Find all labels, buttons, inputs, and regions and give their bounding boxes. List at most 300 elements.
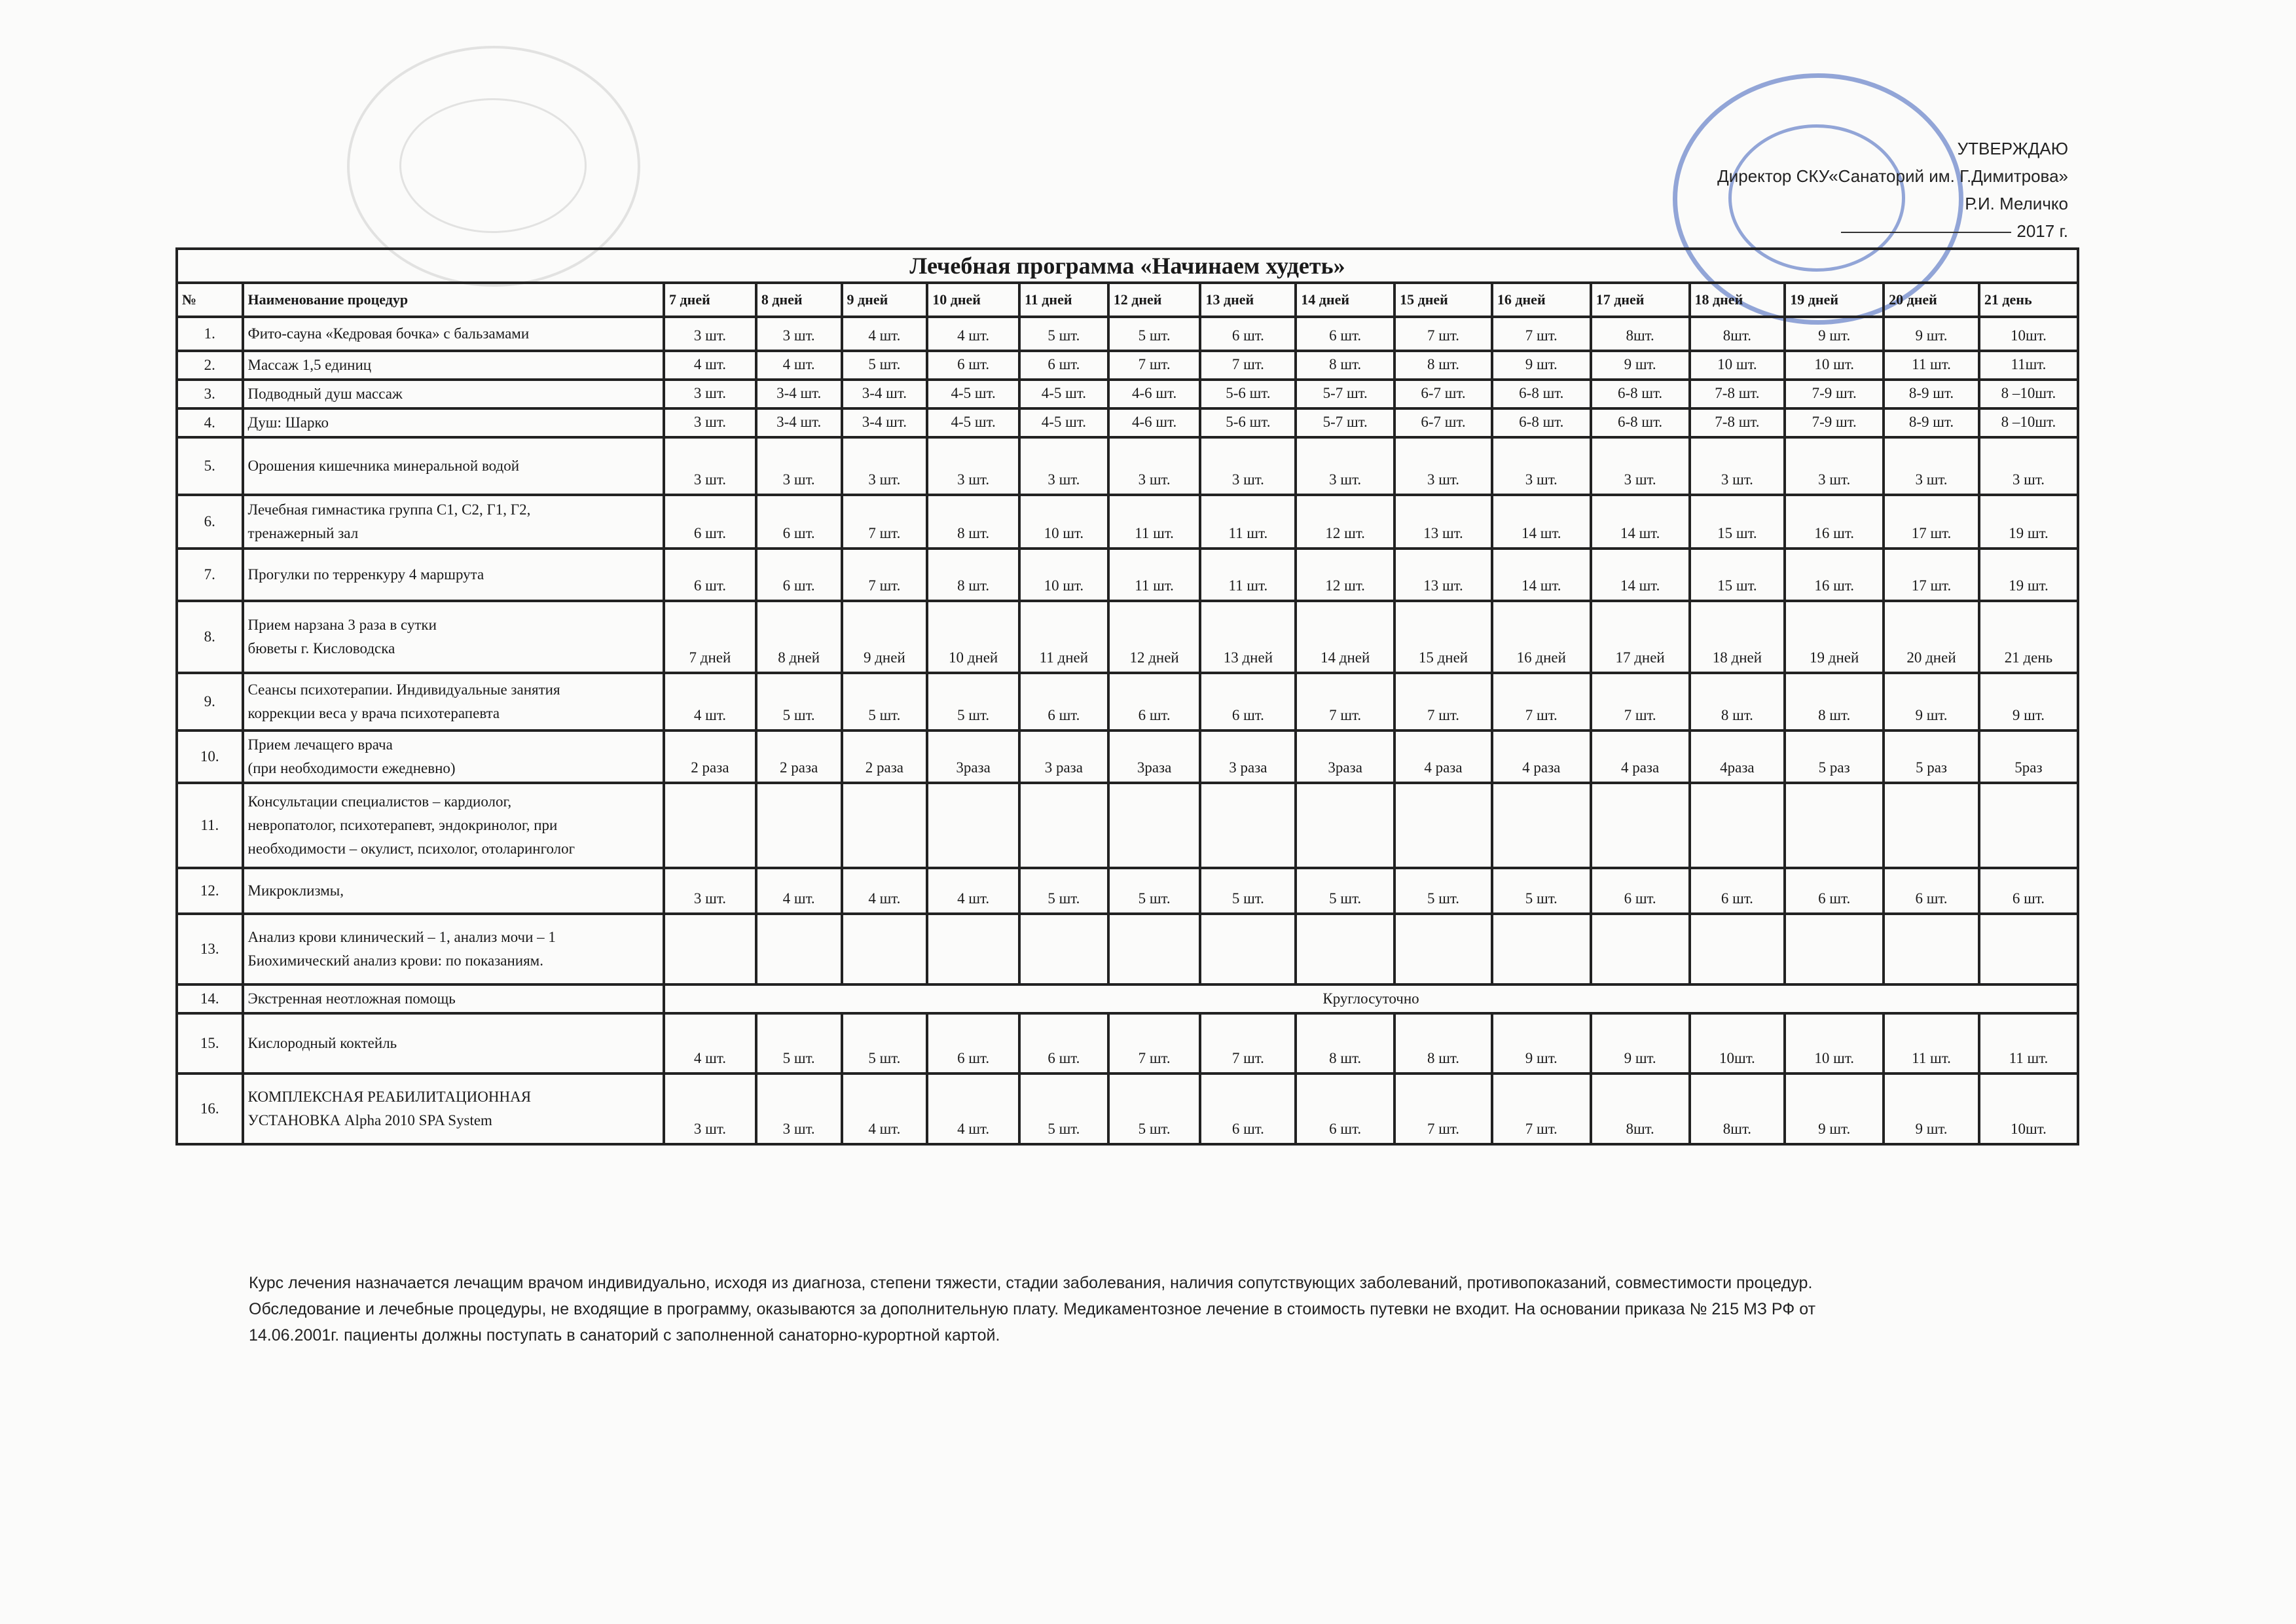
- procedure-name: [243, 549, 665, 601]
- quantity-cell: 8 шт.: [927, 495, 1019, 549]
- quantity-cell: [927, 914, 1019, 984]
- table-row: [177, 495, 2078, 549]
- quantity-cell: [756, 783, 842, 868]
- quantity-cell: 3-4 шт.: [756, 380, 842, 408]
- quantity-cell: [1979, 914, 2078, 984]
- quantity-cell: [1019, 783, 1108, 868]
- footnote-line: 14.06.2001г. пациенты должны поступать в санаторий с заполненной санаторно-курортной картой.: [249, 1326, 1000, 1344]
- header-name: Наименование процедур: [243, 283, 665, 317]
- quantity-cell: 3 шт.: [756, 1074, 842, 1144]
- procedure-name-line: Анализ крови клинический – 1, анализ мочи – 1: [247, 929, 556, 945]
- procedure-name-line: Подводный душ массаж: [247, 386, 403, 402]
- procedure-name-line: необходимости – окулист, психолог, отоларинголог: [247, 840, 575, 857]
- procedure-name: [243, 408, 665, 437]
- quantity-cell: 6 шт.: [1785, 868, 1884, 914]
- quantity-cell: 6 шт.: [1108, 673, 1201, 731]
- table-row: [177, 1074, 2078, 1144]
- procedure-name-line: Фито-сауна «Кедровая бочка» с бальзамами: [247, 325, 530, 342]
- quantity-cell: 7 шт.: [842, 495, 928, 549]
- row-number: 1.: [177, 317, 243, 351]
- quantity-cell: 12 дней: [1108, 601, 1201, 673]
- quantity-cell: 11 шт.: [1108, 549, 1201, 601]
- quantity-cell: 5 раз: [1884, 731, 1979, 783]
- quantity-cell: 8 –10шт.: [1979, 408, 2078, 437]
- row-number: 3.: [177, 380, 243, 408]
- procedure-name-line: УСТАНОВКА Alpha 2010 SPA System: [247, 1112, 492, 1128]
- quantity-cell: 3 шт.: [1019, 437, 1108, 495]
- header-day: 12 дней: [1108, 283, 1201, 317]
- quantity-cell: 8 шт.: [1785, 673, 1884, 731]
- table-row: [177, 984, 2078, 1013]
- row-number: 5.: [177, 437, 243, 495]
- table-row: [177, 380, 2078, 408]
- quantity-cell: 3 раза: [1019, 731, 1108, 783]
- quantity-cell: 4 раза: [1492, 731, 1591, 783]
- quantity-cell: 5-6 шт.: [1200, 380, 1296, 408]
- quantity-cell: 14 шт.: [1591, 549, 1690, 601]
- quantity-cell: [1884, 914, 1979, 984]
- approval-block: [1610, 135, 2068, 245]
- quantity-cell: 11 шт.: [1884, 1013, 1979, 1074]
- quantity-cell: 16 шт.: [1785, 549, 1884, 601]
- quantity-cell: 8-9 шт.: [1884, 380, 1979, 408]
- quantity-cell: 10шт.: [1690, 1013, 1785, 1074]
- procedure-name: [243, 984, 665, 1013]
- quantity-cell: 6 шт.: [1200, 1074, 1296, 1144]
- quantity-cell: 3 шт.: [664, 317, 756, 351]
- quantity-cell: 3 шт.: [1108, 437, 1201, 495]
- quantity-cell: 2 раза: [756, 731, 842, 783]
- quantity-cell: 6 шт.: [1884, 868, 1979, 914]
- quantity-cell: 16 дней: [1492, 601, 1591, 673]
- header-day: 17 дней: [1591, 283, 1690, 317]
- quantity-cell: 19 шт.: [1979, 549, 2078, 601]
- procedure-name: [243, 317, 665, 351]
- quantity-cell: 5 шт.: [1019, 868, 1108, 914]
- quantity-cell: 4 шт.: [842, 868, 928, 914]
- header-day: 10 дней: [927, 283, 1019, 317]
- quantity-cell: 9 дней: [842, 601, 928, 673]
- procedure-name-line: Биохимический анализ крови: по показаниям.: [247, 952, 543, 969]
- quantity-cell: 13 дней: [1200, 601, 1296, 673]
- quantity-cell: 4 шт.: [756, 868, 842, 914]
- quantity-cell: [842, 783, 928, 868]
- quantity-cell: [1296, 783, 1394, 868]
- quantity-cell: 4 шт.: [756, 351, 842, 380]
- quantity-cell: 5 шт.: [842, 351, 928, 380]
- quantity-cell: 3 шт.: [1591, 437, 1690, 495]
- quantity-cell: 7 шт.: [1492, 673, 1591, 731]
- quantity-cell: 3 раза: [1200, 731, 1296, 783]
- merged-value: Круглосуточно: [664, 984, 2078, 1013]
- row-number: 2.: [177, 351, 243, 380]
- quantity-cell: 14 шт.: [1492, 495, 1591, 549]
- quantity-cell: 2 раза: [842, 731, 928, 783]
- quantity-cell: 9 шт.: [1591, 351, 1690, 380]
- quantity-cell: 10 шт.: [1690, 351, 1785, 380]
- procedure-name-line: Орошения кишечника минеральной водой: [247, 458, 519, 474]
- procedure-name-line: Лечебная гимнастика группа С1, С2, Г1, Г2,: [247, 501, 531, 518]
- quantity-cell: 5 шт.: [1200, 868, 1296, 914]
- quantity-cell: [1785, 783, 1884, 868]
- quantity-cell: 3 шт.: [1492, 437, 1591, 495]
- quantity-cell: 4раза: [1690, 731, 1785, 783]
- quantity-cell: 7 шт.: [1492, 1074, 1591, 1144]
- quantity-cell: 5 шт.: [842, 1013, 928, 1074]
- quantity-cell: 8шт.: [1591, 317, 1690, 351]
- quantity-cell: 3 шт.: [664, 868, 756, 914]
- procedure-name: [243, 437, 665, 495]
- quantity-cell: 4 шт.: [927, 1074, 1019, 1144]
- quantity-cell: 3 шт.: [1394, 437, 1492, 495]
- header-day: 16 дней: [1492, 283, 1591, 317]
- procedure-name-line: бюветы г. Кисловодска: [247, 640, 395, 657]
- quantity-cell: 3 шт.: [842, 437, 928, 495]
- quantity-cell: 5 шт.: [1108, 317, 1201, 351]
- procedure-name-line: тренажерный зал: [247, 525, 359, 541]
- quantity-cell: 3раза: [1296, 731, 1394, 783]
- procedure-name-line: Экстренная неотложная помощь: [247, 990, 456, 1007]
- procedure-name-line: Прогулки по терренкуру 4 маршрута: [247, 566, 484, 583]
- row-number: 15.: [177, 1013, 243, 1074]
- quantity-cell: 4 шт.: [842, 1074, 928, 1144]
- quantity-cell: 11 шт.: [1884, 351, 1979, 380]
- quantity-cell: 10 шт.: [1785, 1013, 1884, 1074]
- table-body: [177, 317, 2078, 1144]
- procedure-name-line: Прием лечащего врача: [247, 736, 393, 753]
- procedure-name-line: Консультации специалистов – кардиолог,: [247, 793, 512, 810]
- quantity-cell: 8-9 шт.: [1884, 408, 1979, 437]
- quantity-cell: 9 шт.: [1884, 317, 1979, 351]
- quantity-cell: [1394, 783, 1492, 868]
- quantity-cell: 9 шт.: [1979, 673, 2078, 731]
- quantity-cell: [842, 914, 928, 984]
- quantity-cell: 5 шт.: [1108, 868, 1201, 914]
- quantity-cell: 12 шт.: [1296, 495, 1394, 549]
- header-num: №: [177, 283, 243, 317]
- quantity-cell: 7 шт.: [1296, 673, 1394, 731]
- header-day: 13 дней: [1200, 283, 1296, 317]
- procedure-name-line: Душ: Шарко: [247, 414, 329, 431]
- quantity-cell: 3 шт.: [756, 437, 842, 495]
- quantity-cell: 4 шт.: [927, 868, 1019, 914]
- quantity-cell: [927, 783, 1019, 868]
- quantity-cell: 3-4 шт.: [756, 408, 842, 437]
- procedure-name-line: Сеансы психотерапии. Индивидуальные занятия: [247, 681, 560, 698]
- quantity-cell: 7-9 шт.: [1785, 380, 1884, 408]
- quantity-cell: 7 шт.: [1394, 1074, 1492, 1144]
- quantity-cell: 4-5 шт.: [1019, 408, 1108, 437]
- header-day: 7 дней: [664, 283, 756, 317]
- quantity-cell: 11 шт.: [1200, 549, 1296, 601]
- quantity-cell: 7 шт.: [1200, 351, 1296, 380]
- procedure-name-line: Прием нарзана 3 раза в сутки: [247, 617, 437, 633]
- quantity-cell: 5-7 шт.: [1296, 380, 1394, 408]
- quantity-cell: 8 шт.: [1394, 351, 1492, 380]
- header-row: [177, 283, 2078, 317]
- header-day: 9 дней: [842, 283, 928, 317]
- quantity-cell: 6 шт.: [1019, 1013, 1108, 1074]
- quantity-cell: 4 шт.: [664, 673, 756, 731]
- faded-stamp-inner: [399, 98, 587, 233]
- quantity-cell: 11 шт.: [1108, 495, 1201, 549]
- quantity-cell: 5 шт.: [1108, 1074, 1201, 1144]
- quantity-cell: 8 шт.: [1690, 673, 1785, 731]
- quantity-cell: 8 шт.: [1296, 1013, 1394, 1074]
- quantity-cell: 4 раза: [1591, 731, 1690, 783]
- header-day: 20 дней: [1884, 283, 1979, 317]
- quantity-cell: 8 шт.: [1296, 351, 1394, 380]
- quantity-cell: 6 шт.: [1019, 673, 1108, 731]
- quantity-cell: [1884, 783, 1979, 868]
- row-number: 9.: [177, 673, 243, 731]
- quantity-cell: 6 шт.: [756, 495, 842, 549]
- quantity-cell: 7 шт.: [1200, 1013, 1296, 1074]
- quantity-cell: 9 шт.: [1884, 1074, 1979, 1144]
- procedure-name: [243, 868, 665, 914]
- approval-signature: Р.И. Меличко: [1965, 194, 2068, 213]
- procedure-name-line: коррекции веса у врача психотерапевта: [247, 705, 500, 721]
- quantity-cell: 3 шт.: [664, 408, 756, 437]
- quantity-cell: 6 шт.: [1200, 673, 1296, 731]
- quantity-cell: 11 шт.: [1200, 495, 1296, 549]
- quantity-cell: [1785, 914, 1884, 984]
- procedure-name-line: невропатолог, психотерапевт, эндокринолог, при: [247, 817, 558, 833]
- header-day: 14 дней: [1296, 283, 1394, 317]
- procedure-name: [243, 601, 665, 673]
- table-row: [177, 437, 2078, 495]
- quantity-cell: 3 шт.: [756, 317, 842, 351]
- quantity-cell: 13 шт.: [1394, 495, 1492, 549]
- quantity-cell: 14 дней: [1296, 601, 1394, 673]
- quantity-cell: [1690, 914, 1785, 984]
- quantity-cell: 5 шт.: [1019, 1074, 1108, 1144]
- quantity-cell: [1492, 914, 1591, 984]
- quantity-cell: 7 шт.: [1492, 317, 1591, 351]
- table-row: [177, 731, 2078, 783]
- table-row: [177, 868, 2078, 914]
- quantity-cell: 6-8 шт.: [1591, 408, 1690, 437]
- quantity-cell: 3 шт.: [1785, 437, 1884, 495]
- quantity-cell: 8 шт.: [1394, 1013, 1492, 1074]
- quantity-cell: 16 шт.: [1785, 495, 1884, 549]
- quantity-cell: 8 дней: [756, 601, 842, 673]
- table-row: [177, 408, 2078, 437]
- quantity-cell: 5 раз: [1785, 731, 1884, 783]
- quantity-cell: 5 шт.: [842, 673, 928, 731]
- table-row: [177, 783, 2078, 868]
- quantity-cell: [1200, 914, 1296, 984]
- quantity-cell: [1108, 783, 1201, 868]
- procedure-name: [243, 351, 665, 380]
- procedure-name: [243, 1074, 665, 1144]
- approval-year: 2017 г.: [2016, 221, 2068, 241]
- row-number: 10.: [177, 731, 243, 783]
- quantity-cell: 19 дней: [1785, 601, 1884, 673]
- quantity-cell: 3раза: [927, 731, 1019, 783]
- quantity-cell: 6 шт.: [1200, 317, 1296, 351]
- quantity-cell: 6-7 шт.: [1394, 380, 1492, 408]
- procedure-name: [243, 380, 665, 408]
- quantity-cell: [1394, 914, 1492, 984]
- quantity-cell: 11 шт.: [1979, 1013, 2078, 1074]
- quantity-cell: 17 шт.: [1884, 549, 1979, 601]
- quantity-cell: 5раз: [1979, 731, 2078, 783]
- quantity-cell: 3 шт.: [927, 437, 1019, 495]
- header-day: 21 день: [1979, 283, 2078, 317]
- quantity-cell: 8 шт.: [927, 549, 1019, 601]
- signature-line: [1841, 232, 2011, 233]
- procedure-name-line: (при необходимости ежедневно): [247, 760, 456, 776]
- procedure-name: [243, 673, 665, 731]
- quantity-cell: 8шт.: [1690, 1074, 1785, 1144]
- quantity-cell: 7 шт.: [1394, 317, 1492, 351]
- quantity-cell: 6 шт.: [927, 351, 1019, 380]
- quantity-cell: 6-8 шт.: [1492, 408, 1591, 437]
- quantity-cell: 5 шт.: [756, 673, 842, 731]
- quantity-cell: 9 шт.: [1591, 1013, 1690, 1074]
- quantity-cell: 7 шт.: [1394, 673, 1492, 731]
- quantity-cell: 10шт.: [1979, 1074, 2078, 1144]
- quantity-cell: 15 шт.: [1690, 549, 1785, 601]
- quantity-cell: 5-6 шт.: [1200, 408, 1296, 437]
- quantity-cell: 6 шт.: [664, 549, 756, 601]
- quantity-cell: 4 шт.: [664, 1013, 756, 1074]
- row-number: 11.: [177, 783, 243, 868]
- quantity-cell: 5 шт.: [1492, 868, 1591, 914]
- table-row: [177, 351, 2078, 380]
- quantity-cell: 3 шт.: [664, 437, 756, 495]
- quantity-cell: [1296, 914, 1394, 984]
- approval-heading: УТВЕРЖДАЮ: [1957, 139, 2068, 158]
- quantity-cell: 17 шт.: [1884, 495, 1979, 549]
- table-row: [177, 317, 2078, 351]
- quantity-cell: 5 шт.: [756, 1013, 842, 1074]
- row-number: 4.: [177, 408, 243, 437]
- quantity-cell: 3 шт.: [1200, 437, 1296, 495]
- footnote-line: Курс лечения назначается лечащим врачом индивидуально, исходя из диагноза, степени тяжести, стадии заболевания, наличия сопутствующих заболеваний, противопоказаний, совместимости процедур.: [249, 1274, 1813, 1292]
- quantity-cell: 6 шт.: [664, 495, 756, 549]
- footnote-line: Обследование и лечебные процедуры, не входящие в программу, оказываются за дополнительную плату. Медикаментозное лечение в стоимость путевки не входит. На основании приказа № 215 МЗ РФ от: [249, 1300, 1816, 1318]
- quantity-cell: 7-8 шт.: [1690, 408, 1785, 437]
- quantity-cell: [1108, 914, 1201, 984]
- procedure-name: [243, 914, 665, 984]
- quantity-cell: 6 шт.: [1591, 868, 1690, 914]
- quantity-cell: 11шт.: [1979, 351, 2078, 380]
- header-day: 19 дней: [1785, 283, 1884, 317]
- quantity-cell: [664, 783, 756, 868]
- header-day: 15 дней: [1394, 283, 1492, 317]
- row-number: 12.: [177, 868, 243, 914]
- quantity-cell: 10 дней: [927, 601, 1019, 673]
- procedure-name-line: КОМПЛЕКСНАЯ РЕАБИЛИТАЦИОННАЯ: [247, 1089, 532, 1105]
- quantity-cell: 2 раза: [664, 731, 756, 783]
- quantity-cell: [1200, 783, 1296, 868]
- quantity-cell: 6-8 шт.: [1492, 380, 1591, 408]
- quantity-cell: 10 шт.: [1019, 495, 1108, 549]
- quantity-cell: 12 шт.: [1296, 549, 1394, 601]
- quantity-cell: [756, 914, 842, 984]
- quantity-cell: 9 шт.: [1492, 1013, 1591, 1074]
- quantity-cell: 8шт.: [1690, 317, 1785, 351]
- quantity-cell: 5 шт.: [1296, 868, 1394, 914]
- quantity-cell: 4 шт.: [927, 317, 1019, 351]
- quantity-cell: 7 шт.: [1108, 351, 1201, 380]
- quantity-cell: 5-7 шт.: [1296, 408, 1394, 437]
- row-number: 14.: [177, 984, 243, 1013]
- quantity-cell: 8шт.: [1591, 1074, 1690, 1144]
- quantity-cell: [1979, 783, 2078, 868]
- quantity-cell: 6 шт.: [756, 549, 842, 601]
- procedure-name-line: Микроклизмы,: [247, 882, 344, 899]
- quantity-cell: 4 шт.: [842, 317, 928, 351]
- quantity-cell: 11 дней: [1019, 601, 1108, 673]
- quantity-cell: 17 дней: [1591, 601, 1690, 673]
- quantity-cell: 15 дней: [1394, 601, 1492, 673]
- quantity-cell: [1591, 914, 1690, 984]
- quantity-cell: 14 шт.: [1591, 495, 1690, 549]
- row-number: 6.: [177, 495, 243, 549]
- quantity-cell: 21 день: [1979, 601, 2078, 673]
- program-table: [175, 247, 2079, 1146]
- quantity-cell: 6 шт.: [1019, 351, 1108, 380]
- table-row: [177, 673, 2078, 731]
- quantity-cell: 4-6 шт.: [1108, 380, 1201, 408]
- header-day: 8 дней: [756, 283, 842, 317]
- quantity-cell: 6 шт.: [1296, 1074, 1394, 1144]
- quantity-cell: 3-4 шт.: [842, 408, 928, 437]
- row-number: 7.: [177, 549, 243, 601]
- quantity-cell: [1591, 783, 1690, 868]
- quantity-cell: 10 шт.: [1785, 351, 1884, 380]
- quantity-cell: 6-7 шт.: [1394, 408, 1492, 437]
- quantity-cell: 18 дней: [1690, 601, 1785, 673]
- quantity-cell: 6 шт.: [927, 1013, 1019, 1074]
- procedure-name: [243, 1013, 665, 1074]
- row-number: 13.: [177, 914, 243, 984]
- quantity-cell: 7 шт.: [842, 549, 928, 601]
- quantity-cell: 7 шт.: [1591, 673, 1690, 731]
- quantity-cell: [664, 914, 756, 984]
- quantity-cell: [1019, 914, 1108, 984]
- quantity-cell: 4-5 шт.: [1019, 380, 1108, 408]
- quantity-cell: 5 шт.: [927, 673, 1019, 731]
- procedure-name-line: Массаж 1,5 единиц: [247, 357, 372, 373]
- quantity-cell: 20 дней: [1884, 601, 1979, 673]
- quantity-cell: 6 шт.: [1690, 868, 1785, 914]
- quantity-cell: 9 шт.: [1785, 1074, 1884, 1144]
- quantity-cell: 3 шт.: [1690, 437, 1785, 495]
- table-title: Лечебная программа «Начинаем худеть»: [177, 249, 2078, 283]
- approval-director: Директор СКУ«Санаторий им. Г.Димитрова»: [1717, 166, 2068, 186]
- quantity-cell: 14 шт.: [1492, 549, 1591, 601]
- quantity-cell: 4-5 шт.: [927, 380, 1019, 408]
- procedure-name: [243, 783, 665, 868]
- quantity-cell: 6-8 шт.: [1591, 380, 1690, 408]
- row-number: 16.: [177, 1074, 243, 1144]
- quantity-cell: 3 шт.: [664, 1074, 756, 1144]
- quantity-cell: 8 –10шт.: [1979, 380, 2078, 408]
- quantity-cell: 3 шт.: [1296, 437, 1394, 495]
- quantity-cell: 7 шт.: [1108, 1013, 1201, 1074]
- quantity-cell: 4-5 шт.: [927, 408, 1019, 437]
- quantity-cell: 3-4 шт.: [842, 380, 928, 408]
- table-row: [177, 914, 2078, 984]
- quantity-cell: [1492, 783, 1591, 868]
- quantity-cell: 7-9 шт.: [1785, 408, 1884, 437]
- procedure-name: [243, 495, 665, 549]
- quantity-cell: 5 шт.: [1019, 317, 1108, 351]
